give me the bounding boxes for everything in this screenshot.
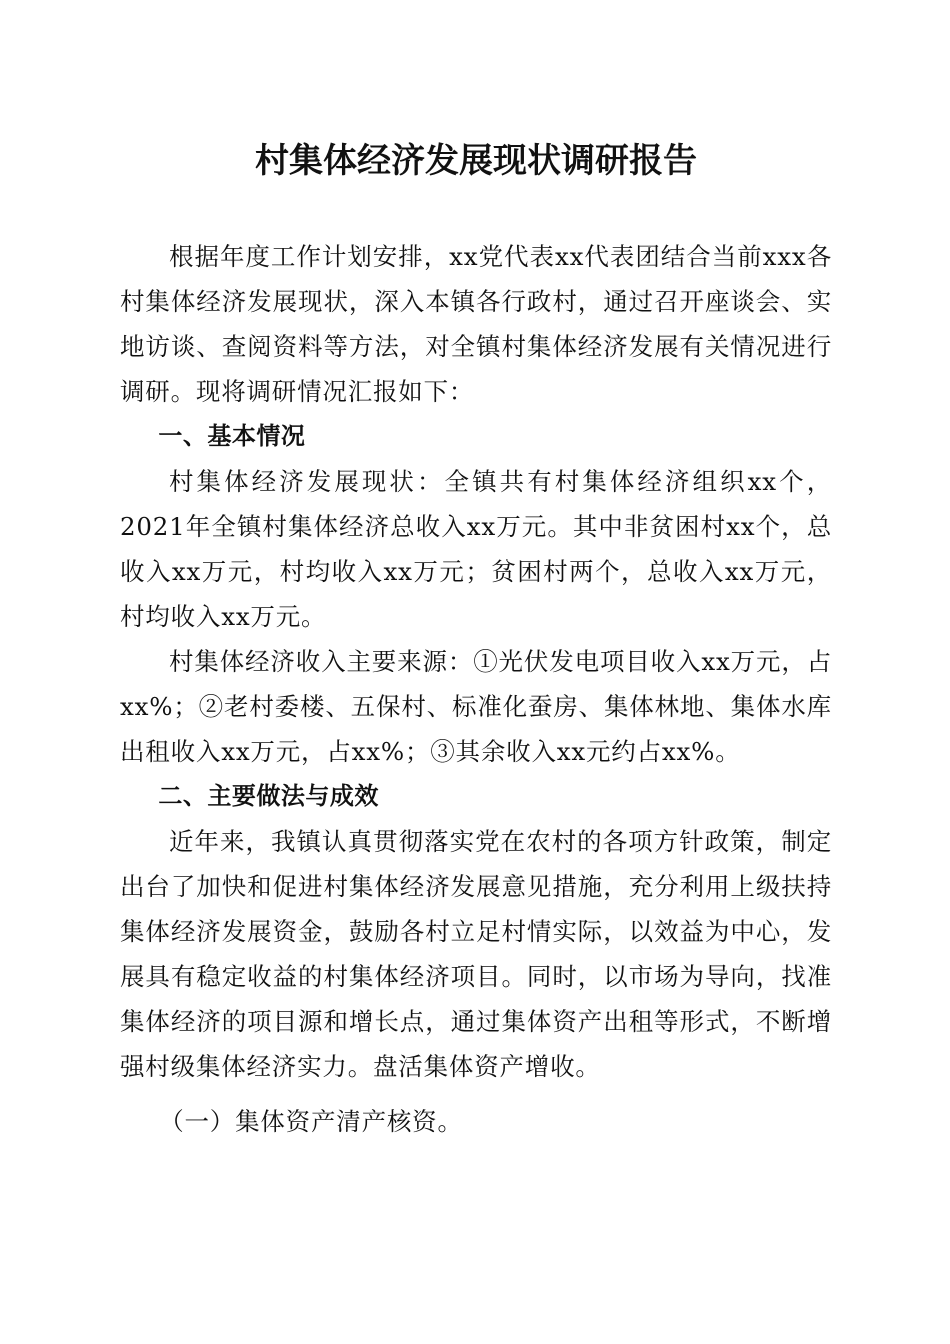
section-heading-basic-situation: 一、基本情况 [158,422,306,450]
paragraph-practices: 近年来，我镇认真贯彻落实党在农村的各项方针政策，制定出台了加快和促进村集体经济发展意见措施，充分利用上级扶持集体经济发展资金，鼓励各村立足村情实际，以效益为中心，发展具有稳定收益的村集体经济项目。同时，以市场为导向，找准集体经济的项目源和增长点，通过集体资产出租等形式，不断增强村级集体经济实力。盘活集体资产增收。 [120,827,832,1081]
section-heading-practices-results: 二、主要做法与成效 [158,782,379,810]
document-body [120,234,832,1144]
subheading-asset-verification: （一）集体资产清产核资。 [159,1107,463,1136]
paragraph-income-sources: 村集体经济收入主要来源：①光伏发电项目收入xx万元，占xx%；②老村委楼、五保村、标准化蚕房、集体林地、集体水库出租收入xx万元，占xx%；③其余收入xx元约占xx%。 [120,647,832,766]
document-title: 村集体经济发展现状调研报告 [255,141,697,181]
intro-paragraph: 根据年度工作计划安排，xx党代表xx代表团结合当前xxx各村集体经济发展现状，深入本镇各行政村，通过召开座谈会、实地访谈、查阅资料等方法，对全镇村集体经济发展有关情况进行调研。现将调研情况汇报如下： [120,242,832,406]
paragraph-development-status: 村集体经济发展现状：全镇共有村集体经济组织xx个，2021年全镇村集体经济总收入xx万元。其中非贫困村xx个，总收入xx万元，村均收入xx万元；贫困村两个，总收入xx万元，村均收入xx万元。 [120,467,832,631]
